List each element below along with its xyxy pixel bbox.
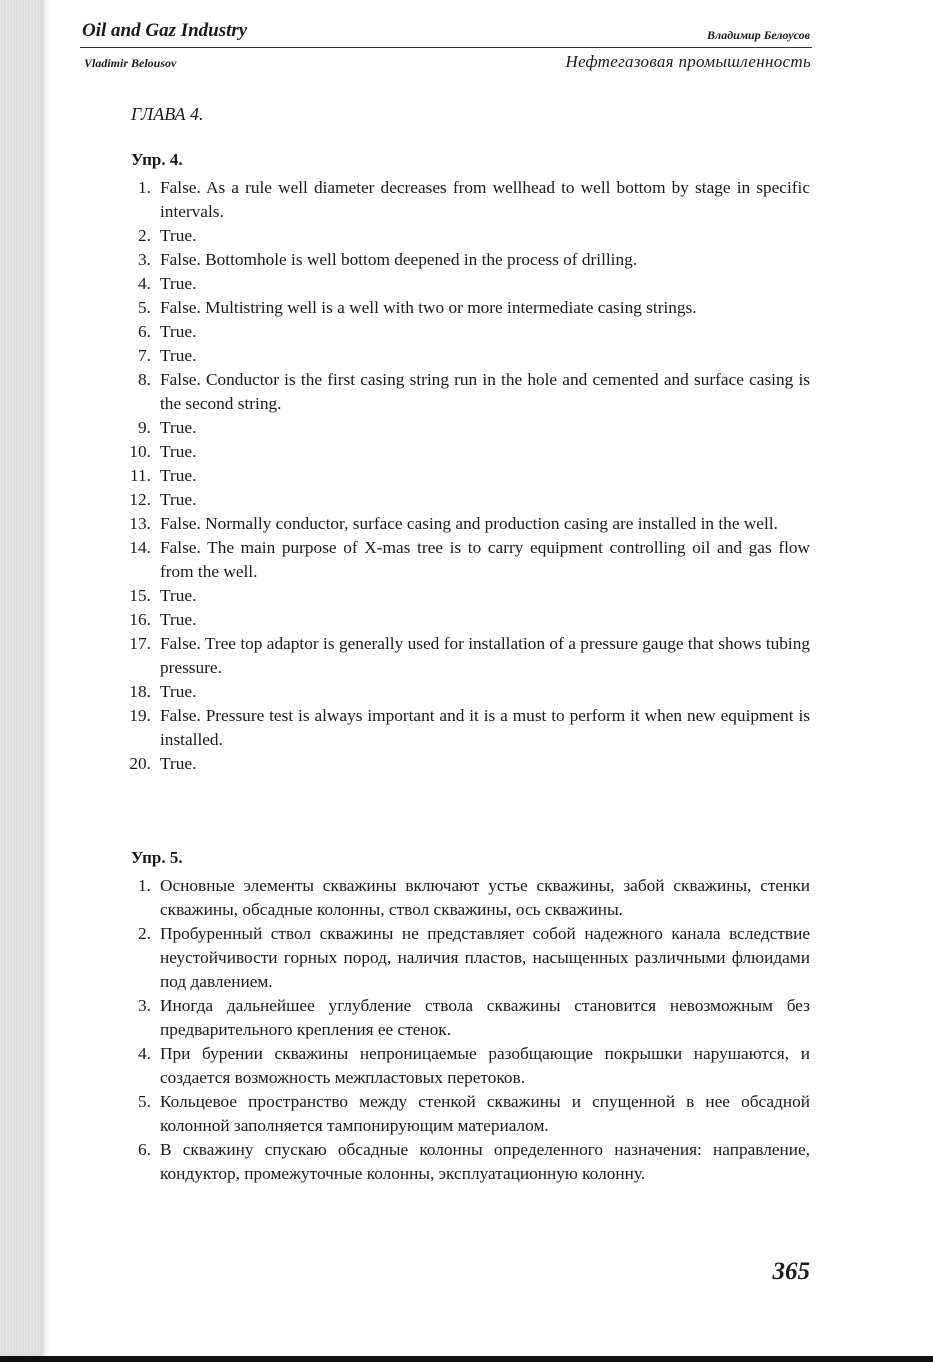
list-item-text: False. The main purpose of X-mas tree is to carry equipment controlling oil and gas flow from the well. xyxy=(160,538,810,581)
running-head-title-en: Oil and Gaz Industry xyxy=(82,20,248,41)
list-item-text: True. xyxy=(160,610,197,629)
list-item xyxy=(131,1138,810,1186)
list-item xyxy=(131,680,810,704)
list-item xyxy=(131,994,810,1042)
list-item-text: True. xyxy=(160,274,197,293)
list-item-number: 14. xyxy=(129,538,151,557)
list-item xyxy=(131,632,810,680)
list-item xyxy=(131,296,810,320)
list-item xyxy=(131,704,810,752)
list-item-text: Пробуренный ствол скважины не представляет собой надежного канала вследствие неустойчивости горных пород, наличия пластов, насыщенных различными флюидами под давлением. xyxy=(160,924,810,991)
list-item xyxy=(131,922,810,994)
list-item xyxy=(131,440,810,464)
list-item-number: 1. xyxy=(138,178,151,197)
list-item-number: 6. xyxy=(138,1140,151,1159)
list-item-text: True. xyxy=(160,586,197,605)
list-item-number: 19. xyxy=(129,706,151,725)
list-item-text: True. xyxy=(160,418,197,437)
list-item xyxy=(131,320,810,344)
list-item-number: 1. xyxy=(138,876,151,895)
exercise-4-title: Упр. 4. xyxy=(131,150,183,169)
list-item-number: 5. xyxy=(138,298,151,317)
page-number: 365 xyxy=(772,1258,810,1285)
list-item-number: 2. xyxy=(138,226,151,245)
running-head-title-ru: Нефтегазовая промышленность xyxy=(565,52,811,71)
list-item xyxy=(131,752,810,776)
list-item-text: True. xyxy=(160,682,197,701)
list-item-number: 4. xyxy=(138,274,151,293)
list-item-number: 12. xyxy=(129,490,151,509)
list-item-text: Кольцевое пространство между стенкой скважины и спущенной в нее обсадной колонной заполняется тампонирующим материалом. xyxy=(160,1092,810,1135)
header-rule xyxy=(80,47,812,48)
list-item-number: 15. xyxy=(129,586,151,605)
list-item-text: True. xyxy=(160,466,197,485)
list-item-text: False. Conductor is the first casing string run in the hole and cemented and surface casing is the second string. xyxy=(160,370,810,413)
list-item xyxy=(131,224,810,248)
list-item xyxy=(131,344,810,368)
list-item xyxy=(131,584,810,608)
list-item xyxy=(131,464,810,488)
running-head-author-en: Vladimir Belousov xyxy=(84,56,177,70)
list-item-number: 18. xyxy=(129,682,151,701)
list-item-text: False. Normally conductor, surface casing and production casing are installed in the well. xyxy=(160,514,778,533)
list-item xyxy=(131,874,810,922)
list-item-text: True. xyxy=(160,322,197,341)
list-item-number: 8. xyxy=(138,370,151,389)
list-item-number: 2. xyxy=(138,924,151,943)
list-item-number: 13. xyxy=(129,514,151,533)
list-item-text: True. xyxy=(160,346,197,365)
list-item-number: 5. xyxy=(138,1092,151,1111)
list-item xyxy=(131,1090,810,1138)
list-item-number: 4. xyxy=(138,1044,151,1063)
book-binding-shadow xyxy=(0,0,50,1362)
list-item-number: 10. xyxy=(129,442,151,461)
list-item-text: True. xyxy=(160,754,197,773)
list-item xyxy=(131,488,810,512)
list-item xyxy=(131,416,810,440)
list-item xyxy=(131,368,810,416)
list-item-text: False. Multistring well is a well with two or more intermediate casing strings. xyxy=(160,298,697,317)
list-item-text: Иногда дальнейшее углубление ствола скважины становится невозможным без предварительного крепления ее стенок. xyxy=(160,996,810,1039)
list-item xyxy=(131,248,810,272)
list-item-text: False. Pressure test is always important and it is a must to perform it when new equipment is installed. xyxy=(160,706,810,749)
list-item-text: При бурении скважины непроницаемые разобщающие покрышки нарушаются, и создается возможность межпластовых перетоков. xyxy=(160,1044,810,1087)
list-item-number: 17. xyxy=(129,634,151,653)
list-item-number: 6. xyxy=(138,322,151,341)
list-item xyxy=(131,512,810,536)
list-item-number: 20. xyxy=(129,754,151,773)
list-item-number: 3. xyxy=(138,996,151,1015)
list-item-number: 11. xyxy=(130,466,151,485)
list-item-number: 16. xyxy=(129,610,151,629)
list-item-text: В скважину спускаю обсадные колонны определенного назначения: направление, кондуктор, промежуточные колонны, эксплуатационную колонну. xyxy=(160,1140,810,1183)
exercise-5-answers xyxy=(131,874,810,1186)
list-item-number: 3. xyxy=(138,250,151,269)
scan-bottom-edge xyxy=(0,1356,933,1362)
list-item-text: True. xyxy=(160,226,197,245)
chapter-heading: ГЛАВА 4. xyxy=(131,104,204,124)
list-item xyxy=(131,1042,810,1090)
list-item xyxy=(131,176,810,224)
list-item-text: False. Bottomhole is well bottom deepened in the process of drilling. xyxy=(160,250,638,269)
list-item xyxy=(131,608,810,632)
list-item-text: True. xyxy=(160,442,197,461)
list-item-number: 7. xyxy=(138,346,151,365)
list-item xyxy=(131,272,810,296)
list-item-text: False. As a rule well diameter decreases from wellhead to well bottom by stage in specific intervals. xyxy=(160,178,810,221)
running-head-author-ru: Владимир Белоусов xyxy=(707,28,810,42)
list-item-text: Основные элементы скважины включают устье скважины, забой скважины, стенки скважины, обсадные колонны, ствол скважины, ось скважины. xyxy=(160,876,810,919)
list-item-text: True. xyxy=(160,490,197,509)
list-item-text: False. Tree top adaptor is generally used for installation of a pressure gauge that shows tubing pressure. xyxy=(160,634,810,677)
list-item-number: 9. xyxy=(138,418,151,437)
exercise-5-title: Упр. 5. xyxy=(131,848,183,867)
list-item xyxy=(131,536,810,584)
exercise-4-answers xyxy=(131,176,810,776)
